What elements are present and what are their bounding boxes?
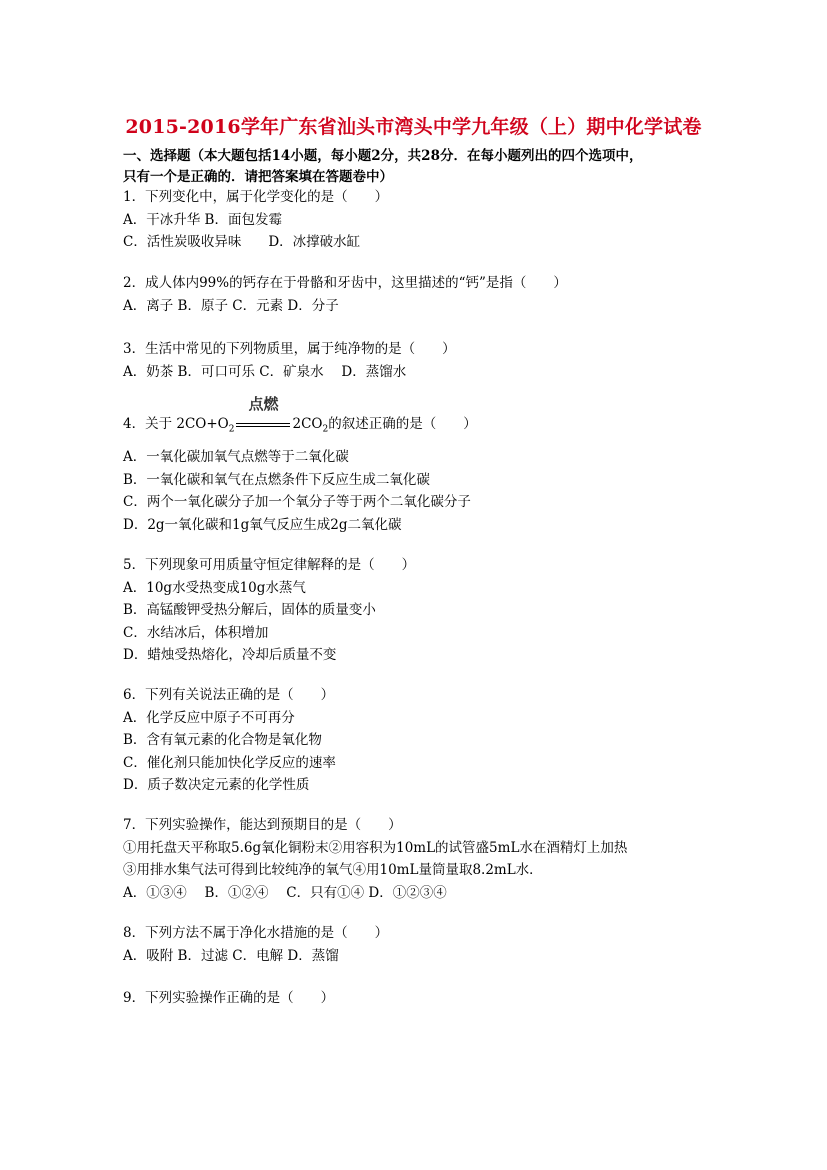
question-option: A．一氧化碳加氧气点燃等于二氧化碳 (123, 449, 349, 465)
question-option: A．奶茶 B．可口可乐 C．矿泉水 D．蒸馏水 (123, 363, 407, 380)
question-option: A．化学反应中原子不可再分 (123, 709, 295, 726)
question-option: C．水结冰后，体积增加 (123, 624, 269, 641)
question-2 (123, 272, 723, 317)
question-7 (123, 814, 723, 904)
question-option: D．2g一氧化碳和1g氧气反应生成2g二氧化碳 (123, 516, 402, 533)
question-option: B．高锰酸钾受热分解后，固体的质量变小 (123, 602, 376, 618)
question-option: A．①③④ B．①②④ C．只有①④ D．①②③④ (123, 884, 447, 901)
question-statement: ③用排水集气法可得到比较纯净的氧气④用10mL量筒量取8.2mL水． (123, 862, 543, 878)
question-stem: 7．下列实验操作，能达到预期目的是（ ） (123, 817, 402, 833)
question-stem: 1．下列变化中，属于化学变化的是（ ） (123, 189, 389, 205)
question-option: D．蜡烛受热熔化，冷却后质量不变 (123, 647, 337, 663)
question-stem (123, 395, 723, 436)
question-4-options (123, 446, 723, 536)
question-option: A．离子 B．原子 C．元素 D．分子 (123, 297, 339, 314)
question-stem: 5．下列现象可用质量守恒定律解释的是（ ） (123, 557, 416, 573)
question-option: B．一氧化碳和氧气在点燃条件下反应生成二氧化碳 (123, 471, 430, 488)
question-3 (123, 338, 723, 383)
question-stem: 3．生活中常见的下列物质里，属于纯净物的是（ ） (123, 341, 456, 357)
question-option: C．催化剂只能加快化学反应的速率 (123, 754, 336, 771)
equation-subscript: 2 (228, 424, 235, 435)
question-6 (123, 684, 723, 797)
equation-right: 2CO (292, 416, 323, 432)
question-stem: 6．下列有关说法正确的是（ ） (123, 687, 335, 703)
exam-title: 2015-2016学年广东省汕头市湾头中学九年级（上）期中化学试卷 (125, 116, 702, 138)
question-1 (123, 186, 723, 254)
question-option: C．活性炭吸收异味 D．冰撑破水缸 (123, 234, 361, 250)
question-option: A．吸附 B．过滤 C．电解 D．蒸馏 (123, 947, 339, 964)
question-8 (123, 922, 723, 967)
question-stem: 2．成人体内99%的钙存在于骨骼和牙齿中，这里描述的“钙”是指（ ） (123, 275, 567, 291)
section-header (123, 146, 713, 188)
question-4 (123, 395, 723, 436)
reaction-arrow (234, 395, 292, 436)
reaction-condition: 点燃 (248, 395, 279, 413)
question-stem: 9．下列实验操作正确的是（ ） (123, 990, 335, 1006)
question-statement: ①用托盘天平称取5.6g氧化铜粉末②用容积为10mL的试管盛5mL水在酒精灯上加热 (123, 839, 628, 856)
question-5 (123, 554, 723, 667)
section-header-line: 一、选择题（本大题包括14小题，每小题2分，共28分．在每小题列出的四个选项中， (123, 148, 643, 164)
question-stem: 8．下列方法不属于净化水措施的是（ ） (123, 925, 389, 941)
equation-subscript: 2 (322, 424, 329, 435)
question-option: B．含有氧元素的化合物是氧化物 (123, 732, 322, 748)
equation-left: 4．关于 2CO+O (123, 416, 229, 432)
question-option: D．质子数决定元素的化学性质 (123, 777, 310, 793)
section-header-line: 只有一个是正确的．请把答案填在答题卷中） (123, 169, 393, 185)
question-stem-text: 的叙述正确的是（ ） (328, 416, 477, 432)
question-9 (123, 987, 723, 1010)
question-option: A．10g水受热变成10g水蒸气 (123, 579, 306, 596)
question-option: C．两个一氧化碳分子加一个氧分子等于两个二氧化碳分子 (123, 494, 471, 510)
equals-bar (236, 423, 290, 427)
question-option: A．干冰升华 B．面包发霉 (123, 211, 282, 228)
